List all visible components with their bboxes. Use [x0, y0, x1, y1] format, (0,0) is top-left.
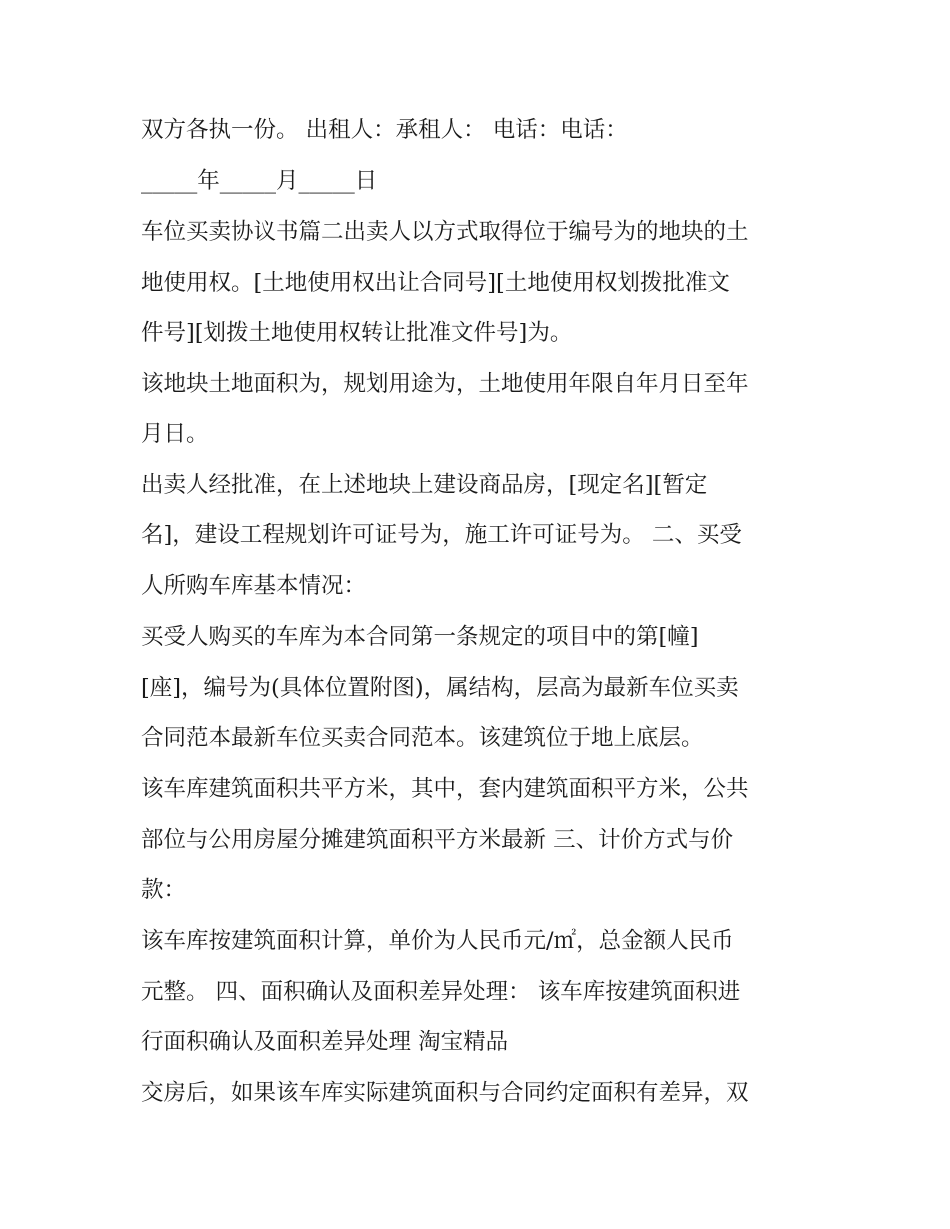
text-line: 名]，建设工程规划许可证号为，施工许可证号为。 二、买受: [141, 522, 742, 548]
text-line: 该车库按建筑面积计算，单价为人民币元/㎡，总金额人民币: [141, 928, 734, 954]
text-line: 双方各执一份。 出租人：承租人： 电话：电话：: [141, 117, 628, 143]
text-line: 行面积确认及面积差异处理 淘宝精品: [141, 1029, 509, 1055]
text-line: 出卖人经批准，在上述地块上建设商品房，[现定名][暂定: [141, 472, 708, 498]
text-line: 车位买卖协议书篇二出卖人以方式取得位于编号为的地块的土: [141, 219, 749, 245]
text-line: 元整。 四、面积确认及面积差异处理： 该车库按建筑面积进: [141, 979, 741, 1005]
text-line: [座]，编号为(具体位置附图)，属结构，层高为最新车位买卖: [141, 675, 739, 701]
text-line: _____年_____月_____日: [141, 168, 378, 194]
text-line: 该车库建筑面积共平方米，其中，套内建筑面积平方米，公共: [141, 776, 749, 802]
text-line: 款：: [141, 877, 187, 903]
text-line: 部位与公用房屋分摊建筑面积平方米最新 三、计价方式与价: [141, 827, 734, 853]
text-line: 件号][划拨土地使用权转让批准文件号]为。: [141, 320, 573, 346]
text-line: 买受人购买的车库为本合同第一条规定的项目中的第[幢]: [141, 624, 699, 650]
text-line: 地使用权。[土地使用权出让合同号][土地使用权划拨批准文: [141, 270, 730, 296]
text-line: 合同范本最新车位买卖合同范本。该建筑位于地上底层。: [141, 725, 704, 751]
text-line: 交房后，如果该车库实际建筑面积与合同约定面积有差异，双: [141, 1080, 749, 1106]
text-line: 该地块土地面积为，规划用途为，土地使用年限自年月日至年: [141, 371, 749, 397]
text-line: 月日。: [141, 421, 209, 447]
text-line: 人所购车库基本情况：: [141, 573, 367, 599]
